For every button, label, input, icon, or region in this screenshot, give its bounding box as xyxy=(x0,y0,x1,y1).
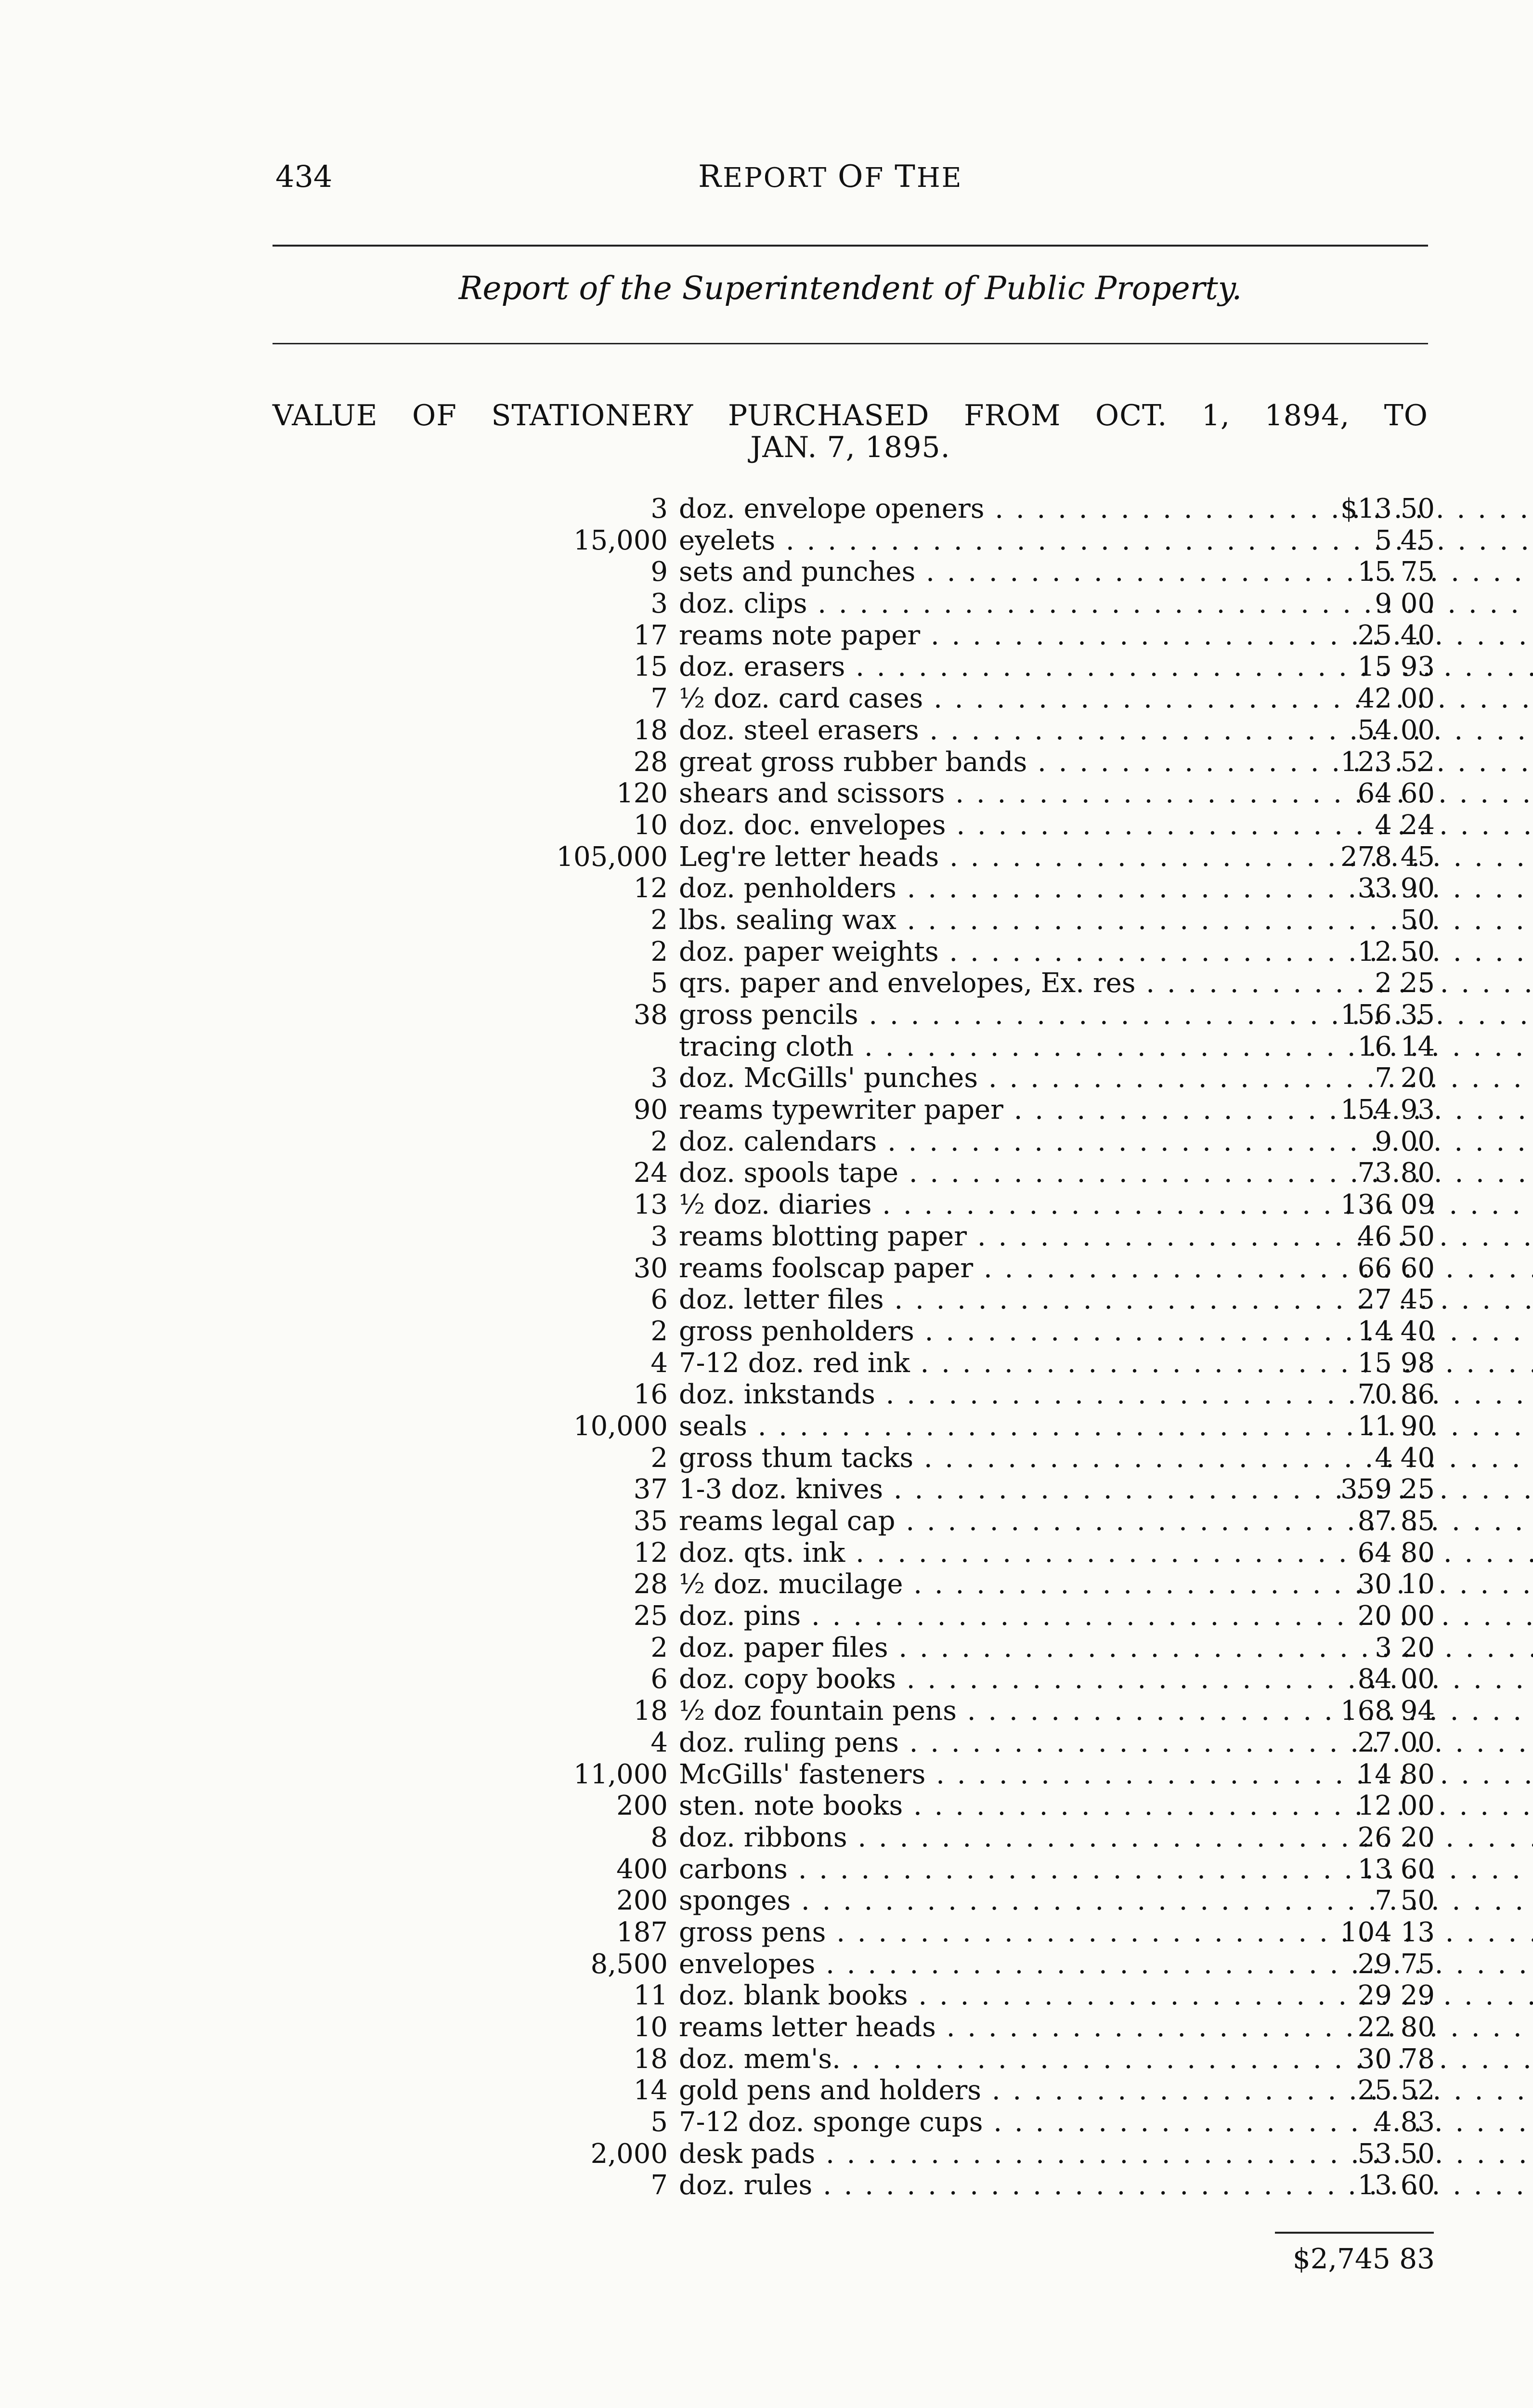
list-item xyxy=(270,1094,1435,1126)
item-amount: 7 20 xyxy=(1375,1062,1435,1094)
item-description: ½ doz fountain pens . . . xyxy=(679,1695,1533,1727)
list-item xyxy=(270,2138,1435,2170)
list-item xyxy=(270,1348,1435,1379)
list-item xyxy=(270,2170,1435,2201)
item-quantity: 120 xyxy=(616,778,668,810)
item-description: qrs. paper and envelopes, Ex. res . . . xyxy=(679,968,1533,999)
item-quantity: 2 xyxy=(650,1125,668,1157)
item-description: doz. rules . . . xyxy=(679,2170,1533,2201)
item-amount: 4 83 xyxy=(1375,2107,1435,2138)
item-amount: 15 75 xyxy=(1357,556,1435,588)
item-quantity: 8 xyxy=(650,1821,668,1853)
list-item xyxy=(270,1062,1435,1094)
item-amount: 73 80 xyxy=(1357,1157,1435,1189)
item-amount: 2 25 xyxy=(1375,968,1435,999)
item-amount: 64 60 xyxy=(1357,778,1435,810)
item-description: 1-3 doz. knives . . . xyxy=(679,1474,1533,1505)
item-quantity: 13 xyxy=(633,1189,668,1221)
item-description: doz. McGills' punches . . . xyxy=(679,1062,1533,1094)
list-item xyxy=(270,2075,1435,2107)
item-amount: 4 40 xyxy=(1375,1442,1435,1474)
item-description: doz. mem's. . . . xyxy=(679,2043,1533,2075)
item-description: sets and punches . . . xyxy=(679,556,1533,588)
item-description: doz. ribbons . . . xyxy=(679,1822,1533,1854)
item-quantity: 8,500 xyxy=(590,1948,668,1980)
list-item xyxy=(270,746,1435,778)
list-item xyxy=(270,556,1435,588)
item-amount: 42 00 xyxy=(1357,683,1435,715)
item-amount: 16 14 xyxy=(1357,1031,1435,1062)
item-description: doz. inkstands . . . xyxy=(679,1379,1533,1411)
item-quantity: 17 xyxy=(633,619,668,651)
item-amount: 15 93 xyxy=(1357,651,1435,683)
list-item xyxy=(270,1442,1435,1474)
item-amount: 27 45 xyxy=(1357,1284,1435,1316)
item-quantity: 11 xyxy=(633,1980,668,2012)
item-amount: 66 60 xyxy=(1357,1252,1435,1284)
item-amount: 70 86 xyxy=(1357,1379,1435,1411)
item-description: sten. note books . . . xyxy=(679,1790,1533,1822)
item-quantity: 18 xyxy=(633,1695,668,1727)
list-item xyxy=(270,1284,1435,1316)
item-quantity: 4 xyxy=(650,1347,668,1379)
list-item xyxy=(270,1695,1435,1727)
list-item xyxy=(270,1727,1435,1759)
list-item xyxy=(270,1790,1435,1822)
total-amount: $2,745 83 xyxy=(1292,2242,1435,2275)
subtitle-rule xyxy=(273,343,1428,344)
item-quantity: 7 xyxy=(650,2170,668,2201)
item-amount: 5 45 xyxy=(1375,524,1435,556)
page-number: 434 xyxy=(275,159,333,194)
item-amount: 33 90 xyxy=(1357,873,1435,904)
list-item xyxy=(270,683,1435,715)
list-item xyxy=(270,525,1435,557)
item-amount: 84 00 xyxy=(1357,1663,1435,1695)
item-amount: 123 52 xyxy=(1340,746,1435,778)
item-amount: 25 40 xyxy=(1357,619,1435,651)
item-description: doz. envelope openers . . . xyxy=(679,493,1533,525)
item-amount: 46 50 xyxy=(1357,1220,1435,1252)
list-item xyxy=(270,1126,1435,1158)
item-description: doz. copy books . . . xyxy=(679,1663,1533,1695)
heading-line-1: VALUE OF STATIONERY PURCHASED FROM OCT. 1, 1894, TO xyxy=(273,399,1428,432)
item-quantity: 37 xyxy=(633,1474,668,1505)
item-description: eyelets . . . xyxy=(679,525,1533,557)
item-description: doz. ruling pens . . . xyxy=(679,1727,1533,1759)
item-quantity: 7 xyxy=(650,683,668,715)
item-description: envelopes . . . xyxy=(679,1949,1533,1980)
item-quantity: 2 xyxy=(650,1442,668,1474)
item-quantity: 35 xyxy=(633,1505,668,1537)
item-quantity: 2 xyxy=(650,936,668,968)
list-item xyxy=(270,1411,1435,1442)
item-description: shears and scissors . . . xyxy=(679,778,1533,810)
list-item xyxy=(270,1600,1435,1632)
list-item xyxy=(270,715,1435,746)
item-amount: 168 94 xyxy=(1340,1695,1435,1727)
item-description: reams foolscap paper . . . xyxy=(679,1253,1533,1284)
item-amount: 14 40 xyxy=(1357,1315,1435,1347)
item-quantity: 6 xyxy=(650,1663,668,1695)
item-description: ½ doz. mucilage . . . xyxy=(679,1569,1533,1600)
item-description: desk pads . . . xyxy=(679,2138,1533,2170)
item-description: doz. calendars . . . xyxy=(679,1126,1533,1158)
list-item xyxy=(270,1980,1435,2012)
item-quantity: 3 xyxy=(650,588,668,620)
top-rule xyxy=(273,245,1428,247)
item-amount: 278 45 xyxy=(1340,841,1435,873)
list-item xyxy=(270,588,1435,620)
item-amount: 25 52 xyxy=(1357,2075,1435,2107)
item-description: 7-12 doz. sponge cups . . . xyxy=(679,2107,1533,2138)
item-amount: 29 75 xyxy=(1357,1948,1435,1980)
item-quantity: 16 xyxy=(633,1379,668,1411)
item-description: doz. clips . . . xyxy=(679,588,1533,620)
item-quantity: 2 xyxy=(650,904,668,936)
item-amount: 3 20 xyxy=(1375,1632,1435,1663)
list-item xyxy=(270,904,1435,936)
item-amount: 4 24 xyxy=(1375,809,1435,841)
item-quantity: 24 xyxy=(633,1157,668,1189)
item-quantity: 2 xyxy=(650,1632,668,1663)
list-item xyxy=(270,1031,1435,1063)
item-quantity: 5 xyxy=(650,968,668,999)
list-item xyxy=(270,1949,1435,1980)
item-description: doz. penholders . . . xyxy=(679,873,1533,904)
item-description: doz. letter files . . . xyxy=(679,1284,1533,1316)
item-description: reams blotting paper . . . xyxy=(679,1221,1533,1253)
list-item xyxy=(270,936,1435,968)
item-description: tracing cloth . . . xyxy=(679,1031,1533,1063)
item-amount: 9 00 xyxy=(1375,588,1435,620)
item-quantity: 400 xyxy=(616,1853,668,1885)
item-amount: 7 50 xyxy=(1375,1885,1435,1917)
list-item xyxy=(270,1885,1435,1917)
item-amount: 13 60 xyxy=(1357,2170,1435,2201)
item-description: reams letter heads . . . xyxy=(679,2012,1533,2043)
item-quantity: 3 xyxy=(650,493,668,524)
item-amount: 12 00 xyxy=(1357,1790,1435,1822)
list-item xyxy=(270,1474,1435,1505)
report-subtitle: Report of the Superintendent of Public Property. xyxy=(458,270,1242,307)
list-item xyxy=(270,2107,1435,2138)
item-quantity: 6 xyxy=(650,1284,668,1316)
list-item xyxy=(270,2012,1435,2043)
item-quantity: 9 xyxy=(650,556,668,588)
list-item xyxy=(270,1663,1435,1695)
item-description: doz. qts. ink . . . xyxy=(679,1537,1533,1569)
list-item xyxy=(270,2043,1435,2075)
item-amount: 9 00 xyxy=(1375,1125,1435,1157)
list-item xyxy=(270,1157,1435,1189)
item-description: sponges . . . xyxy=(679,1885,1533,1917)
item-quantity: 28 xyxy=(633,746,668,778)
item-quantity: 38 xyxy=(633,999,668,1031)
list-item xyxy=(270,1221,1435,1253)
item-description: seals . . . xyxy=(679,1411,1533,1442)
item-amount: 136 09 xyxy=(1340,1189,1435,1221)
item-quantity: 15,000 xyxy=(573,524,668,556)
item-description: gross penholders . . . xyxy=(679,1316,1533,1348)
item-quantity: 90 xyxy=(633,1094,668,1126)
running-head-text: REPORT OF THE xyxy=(698,159,963,195)
item-quantity: 18 xyxy=(633,2043,668,2075)
item-description: gold pens and holders . . . xyxy=(679,2075,1533,2107)
item-quantity: 28 xyxy=(633,1569,668,1600)
item-description: reams typewriter paper . . . xyxy=(679,1094,1533,1126)
list-item xyxy=(270,1632,1435,1664)
item-amount: 156 35 xyxy=(1340,999,1435,1031)
item-description: gross thum tacks . . . xyxy=(679,1442,1533,1474)
item-description: doz. paper files . . . xyxy=(679,1632,1533,1664)
item-amount: 54 00 xyxy=(1357,714,1435,746)
item-description: great gross rubber bands . . . xyxy=(679,746,1533,778)
item-quantity: 3 xyxy=(650,1220,668,1252)
running-head xyxy=(698,159,963,195)
list-item xyxy=(270,1537,1435,1569)
item-quantity: 4 xyxy=(650,1727,668,1758)
list-item xyxy=(270,1569,1435,1600)
list-item xyxy=(270,873,1435,904)
item-amount: 20 00 xyxy=(1357,1600,1435,1632)
item-quantity: 200 xyxy=(616,1885,668,1917)
item-amount: 64 80 xyxy=(1357,1537,1435,1569)
item-description: ½ doz. card cases . . . xyxy=(679,683,1533,715)
item-quantity: 200 xyxy=(616,1790,668,1822)
item-amount: 30 10 xyxy=(1357,1569,1435,1600)
item-quantity: 25 xyxy=(633,1600,668,1632)
item-amount: 15 98 xyxy=(1357,1347,1435,1379)
item-amount: 13 60 xyxy=(1357,1853,1435,1885)
list-item xyxy=(270,1189,1435,1221)
list-item xyxy=(270,1854,1435,1885)
item-amount: 154 93 xyxy=(1340,1094,1435,1126)
item-description: gross pencils . . . xyxy=(679,999,1533,1031)
item-quantity: 3 xyxy=(650,1062,668,1094)
item-quantity: 18 xyxy=(633,714,668,746)
list-item xyxy=(270,620,1435,652)
list-item xyxy=(270,778,1435,810)
item-description: Leg're letter heads . . . xyxy=(679,841,1533,873)
item-amount: 27 00 xyxy=(1357,1727,1435,1758)
item-amount: 29 29 xyxy=(1357,1980,1435,2012)
item-description: lbs. sealing wax . . . xyxy=(679,904,1533,936)
list-item xyxy=(270,999,1435,1031)
section-heading xyxy=(273,400,1428,463)
item-description: doz. steel erasers . . . xyxy=(679,715,1533,746)
item-description: 7-12 doz. red ink . . . xyxy=(679,1348,1533,1379)
list-item xyxy=(270,1917,1435,1949)
item-amount: 12 50 xyxy=(1357,936,1435,968)
list-item xyxy=(270,651,1435,683)
item-description: doz. erasers . . . xyxy=(679,651,1533,683)
list-item xyxy=(270,1253,1435,1284)
item-amount: 50 xyxy=(1400,904,1435,936)
item-amount: 359 25 xyxy=(1340,1474,1435,1505)
item-amount: 53 50 xyxy=(1357,2138,1435,2170)
list-item xyxy=(270,1505,1435,1537)
stationery-list xyxy=(270,493,1435,2201)
list-item xyxy=(270,1759,1435,1791)
item-amount: 11 90 xyxy=(1357,1410,1435,1442)
item-amount: $13 50 xyxy=(1340,493,1435,524)
item-quantity: 11,000 xyxy=(573,1758,668,1790)
item-quantity: 12 xyxy=(633,873,668,904)
item-quantity: 187 xyxy=(616,1916,668,1948)
list-item xyxy=(270,493,1435,525)
item-quantity: 105,000 xyxy=(556,841,668,873)
list-item xyxy=(270,841,1435,873)
item-amount: 14 80 xyxy=(1357,1758,1435,1790)
item-quantity: 30 xyxy=(633,1252,668,1284)
item-amount: 22 80 xyxy=(1357,2012,1435,2043)
list-item xyxy=(270,1822,1435,1854)
item-quantity: 12 xyxy=(633,1537,668,1569)
item-amount: 30 78 xyxy=(1357,2043,1435,2075)
list-item xyxy=(270,1316,1435,1348)
item-description: reams legal cap . . . xyxy=(679,1505,1533,1537)
item-quantity: 10,000 xyxy=(573,1410,668,1442)
item-amount: 87 85 xyxy=(1357,1505,1435,1537)
heading-line-2: JAN. 7, 1895. xyxy=(750,431,950,464)
total-rule xyxy=(1275,2232,1434,2234)
item-description: doz. blank books . . . xyxy=(679,1980,1533,2012)
item-description: ½ doz. diaries . . . xyxy=(679,1189,1533,1221)
item-amount: 104 13 xyxy=(1340,1916,1435,1948)
item-description: reams note paper . . . xyxy=(679,620,1533,652)
item-quantity: 10 xyxy=(633,809,668,841)
item-description: McGills' fasteners . . . xyxy=(679,1759,1533,1791)
item-quantity: 10 xyxy=(633,2012,668,2043)
item-quantity: 5 xyxy=(650,2107,668,2138)
item-amount: 26 20 xyxy=(1357,1821,1435,1853)
item-quantity: 15 xyxy=(633,651,668,683)
item-description: doz. spools tape . . . xyxy=(679,1157,1533,1189)
item-description: doz. pins . . . xyxy=(679,1600,1533,1632)
item-description: carbons . . . xyxy=(679,1854,1533,1885)
list-item xyxy=(270,968,1435,999)
item-quantity: 14 xyxy=(633,2075,668,2107)
item-description: doz. paper weights . . . xyxy=(679,936,1533,968)
list-item xyxy=(270,810,1435,841)
item-quantity: 2 xyxy=(650,1315,668,1347)
item-description: doz. doc. envelopes . . . xyxy=(679,810,1533,841)
list-item xyxy=(270,1379,1435,1411)
item-quantity: 2,000 xyxy=(590,2138,668,2170)
item-description: gross pens . . . xyxy=(679,1917,1533,1949)
